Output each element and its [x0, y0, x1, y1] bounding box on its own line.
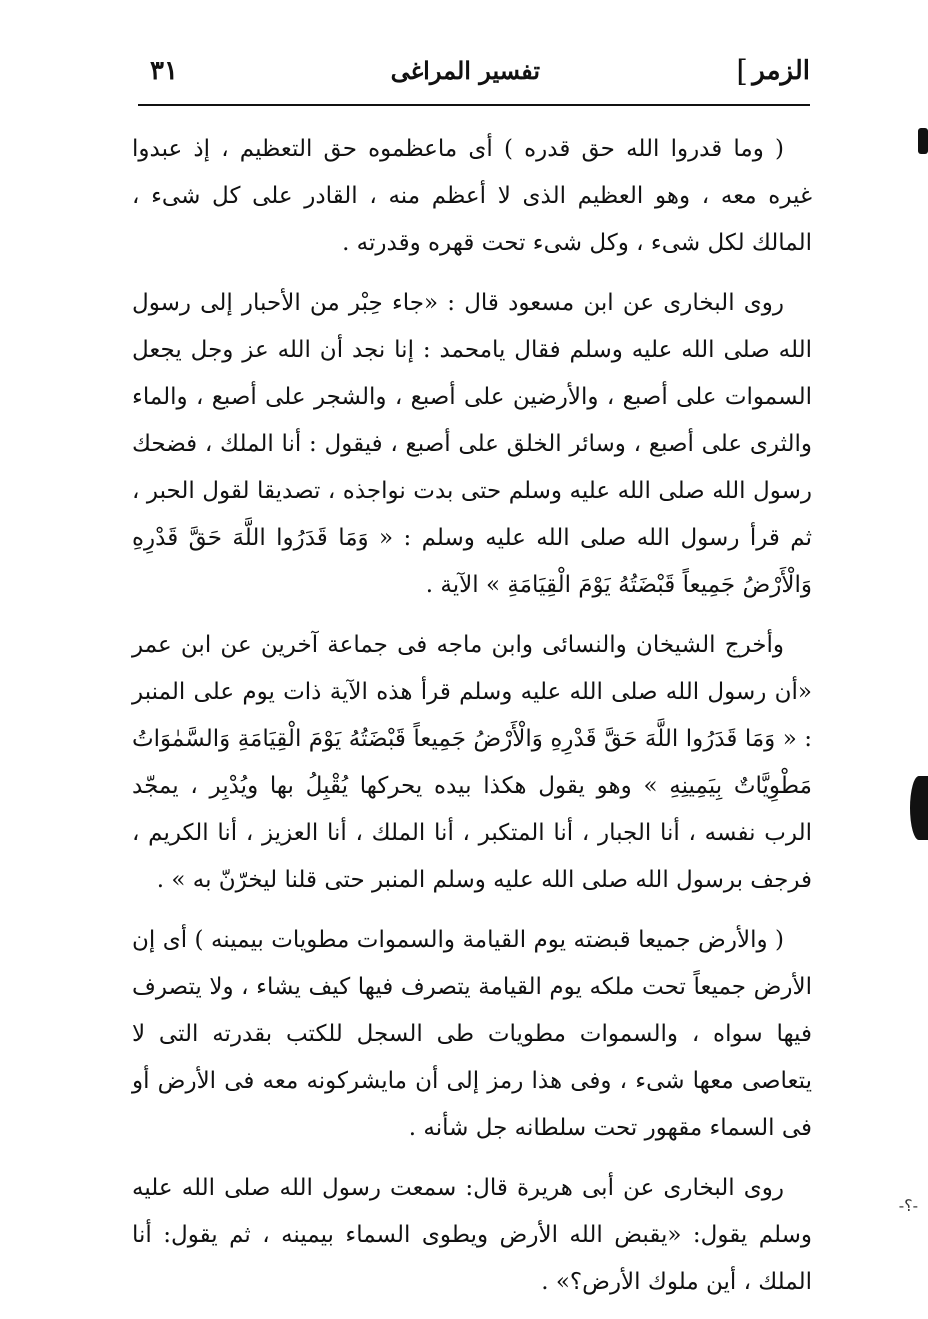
- paragraph-verse-commentary: ( وما قدروا الله حق قدره ) أى ماعظموه حق التعظيم ، إذ عبدوا غيره معه ، وهو العظيم الذى لا أعظم منه ، القادر على كل شىء ، المالك لكل شىء ، وكل شىء تحت قهره وقدرته .: [132, 136, 812, 256]
- paragraph-earth-heavens: ( والأرض جميعا قبضته يوم القيامة والسموات مطويات بيمينه ) أى إن الأرض جميعاً تحت ملكه يوم القيامة يتصرف فيها كيف يشاء ، ولا يتصرف فيها سواه ، والسموات مطويات طى السجل للكتب بقدرته التى لا يتعاصى معها شىء ، وفى هذا رمز إلى أن مايشركونه معه فى الأرض أو فى السماء مقهور تحت سلطانه جل شأنه .: [132, 927, 812, 1141]
- scan-margin-mark: [918, 128, 928, 154]
- surah-name: الزمر: [752, 56, 810, 86]
- header-divider: [138, 104, 810, 106]
- page-number: ٣١: [150, 56, 178, 86]
- scan-margin-glyph: -؟-: [898, 1196, 918, 1215]
- paragraph-bukhari-hadith: روى البخارى عن ابن مسعود قال : «جاء حِبْر من الأحبار إلى رسول الله صلى الله عليه وسلم فقال يامحمد : إنا نجد أن الله عز وجل يجعل السموات على أصبع ، والأرضين على أصبع ، والشجر على أصبع ، والماء والثرى على أصبع ، وسائر الخلق على أصبع ، فيقول : أنا الملك ، فضحك رسول الله صلى الله عليه وسلم حتى بدت نواجذه ، تصديقا لقول الحبر ، ثم قرأ رسول الله صلى الله عليه وسلم : « وَمَا قَدَرُوا اللَّهَ حَقَّ قَدْرِهِ وَالْأَرْضُ جَمِيعاً قَبْضَتُهُ يَوْمَ الْقِيَامَةِ » الآية .: [132, 290, 812, 598]
- page-body: [132, 126, 812, 1319]
- scan-margin-blot: [910, 776, 928, 840]
- page-header: [130, 52, 810, 102]
- paragraph-abu-hurayra-hadith: روى البخارى عن أبى هريرة قال: سمعت رسول الله صلى الله عليه وسلم يقول: «يقبض الله الأرض ويطوى السماء بيمينه ، ثم يقول: أنا الملك ، أين ملوك الأرض؟» .: [132, 1175, 812, 1295]
- paragraph-shaykhan-hadith: وأخرج الشيخان والنسائى وابن ماجه فى جماعة آخرين عن ابن عمر «أن رسول الله صلى الله عليه وسلم قرأ هذه الآية ذات يوم على المنبر : « وَمَا قَدَرُوا اللَّهَ حَقَّ قَدْرِهِ وَالْأَرْضُ جَمِيعاً قَبْضَتُهُ يَوْمَ الْقِيَامَةِ وَالسَّمٰوَاتُ مَطْوِيَّاتٌ بِيَمِينِهِ » وهو يقول هكذا بيده يحركها يُقْبِلُ بها ويُدْبِر ، يمجّد الرب نفسه ، أنا الجبار ، أنا المتكبر ، أنا الملك ، أنا العزيز ، أنا الكريم ، فرجف برسول الله صلى الله عليه وسلم المنبر حتى قلنا ليخرّنّ به » .: [132, 632, 812, 893]
- book-title: تفسير المراغى: [390, 56, 540, 85]
- header-bracket: ]: [736, 54, 748, 89]
